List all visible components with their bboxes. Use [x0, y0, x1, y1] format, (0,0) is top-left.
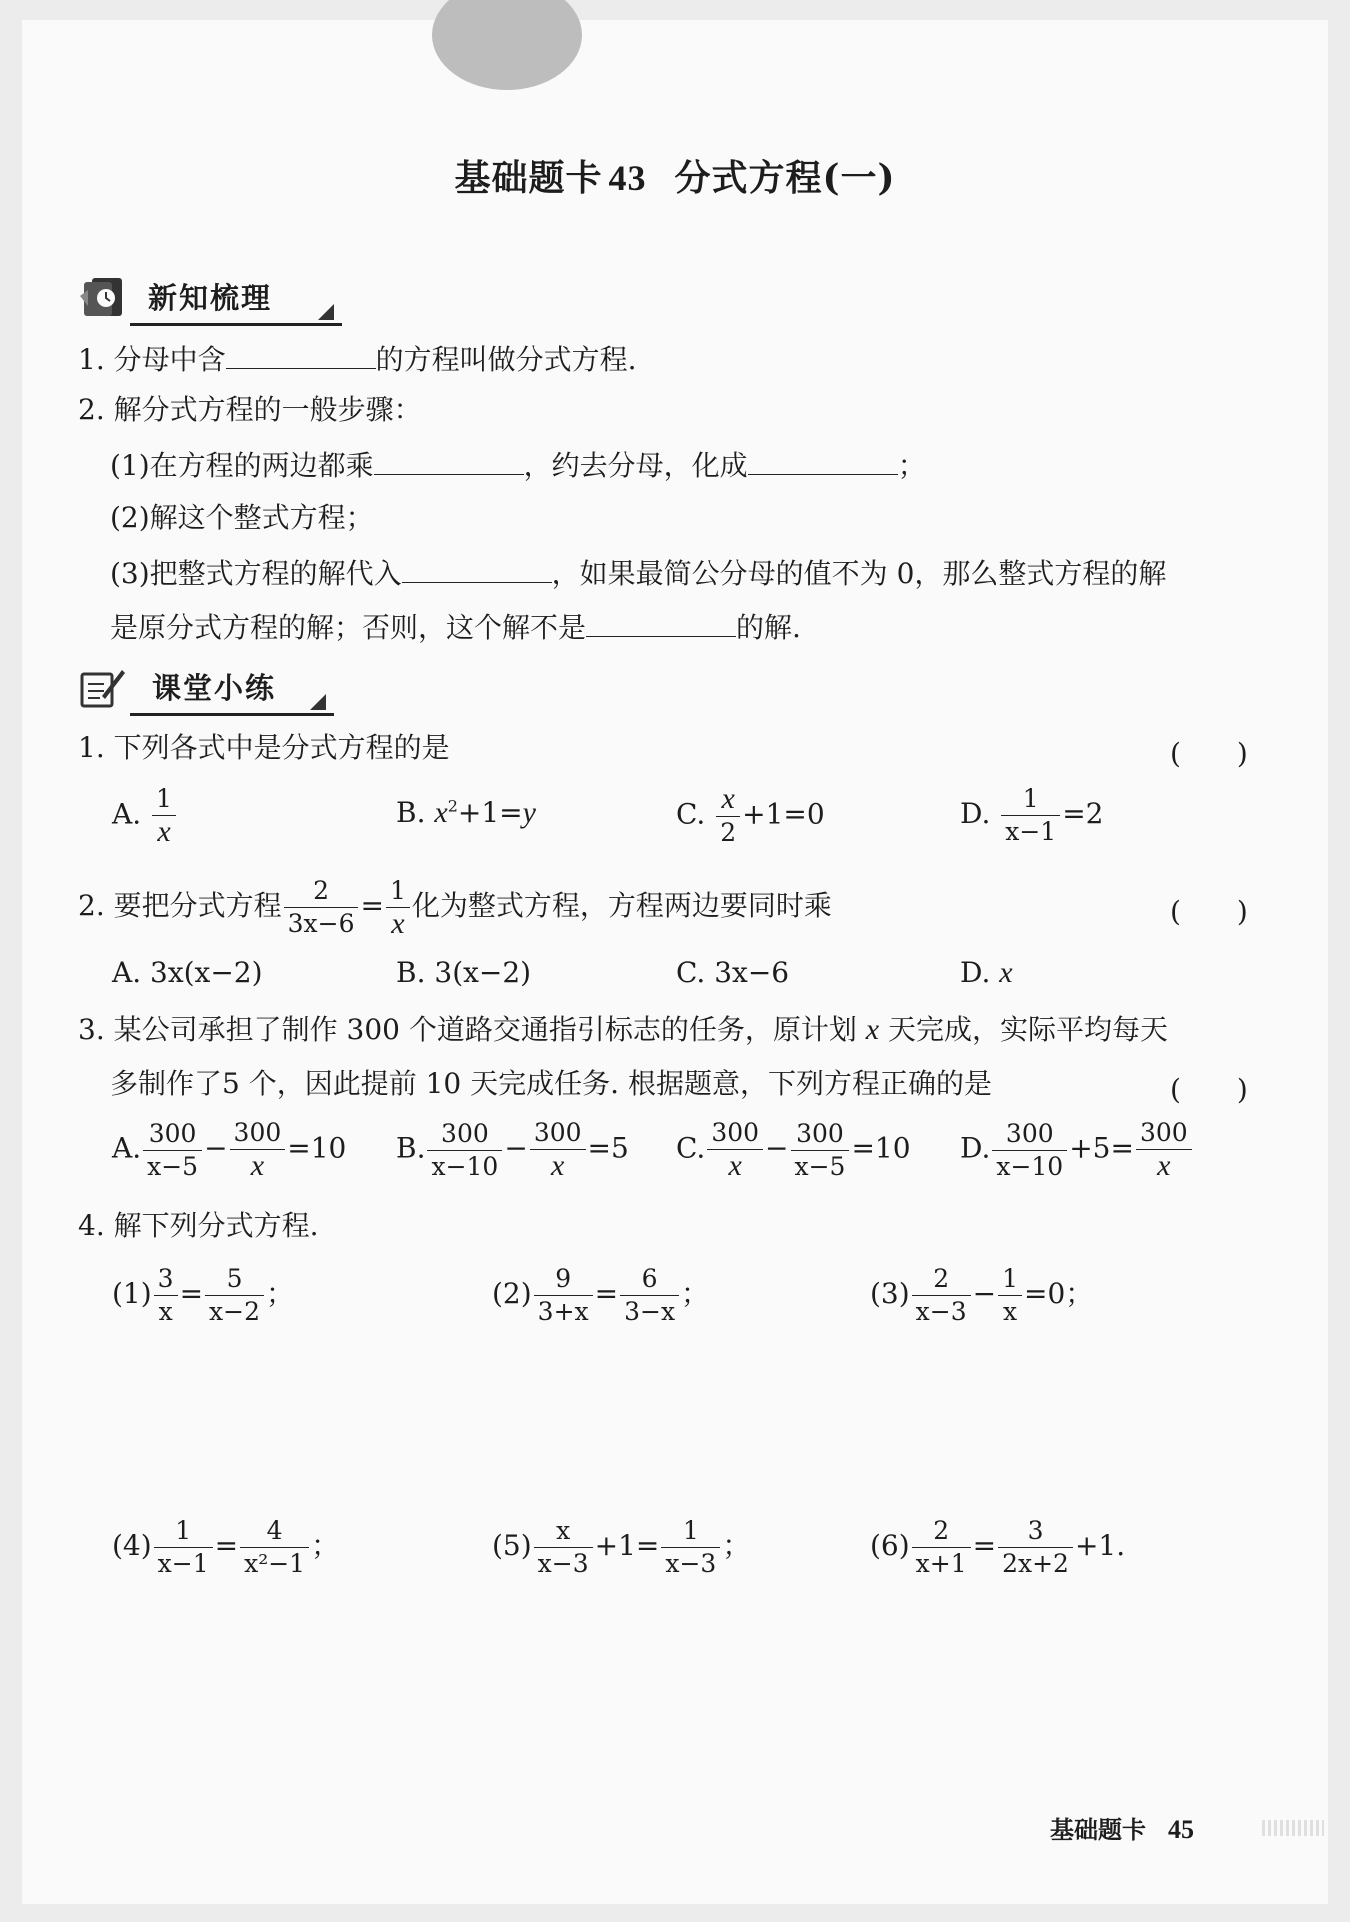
question-1-stem: 1. 下列各式中是分式方程的是 [78, 731, 450, 764]
answer-paren: ( ) [1170, 895, 1248, 928]
section-triangle-mark [318, 304, 334, 320]
section-label: 课堂小练 [152, 671, 277, 705]
title-subtitle: 分式方程(一) [674, 157, 896, 199]
section-underline [130, 323, 342, 326]
page-footer [1050, 1810, 1194, 1845]
q4-part-3: (3) $\frac{2}{x-3}$ − $\frac{1}{x}$ =0； [870, 1264, 1094, 1326]
question-2-stem: 2. 要把分式方程 $\frac{2}{3x-6}$ = $\frac{1}{x}$ 化为整式方程，方程两边要同时乘 [78, 875, 832, 940]
q4-part-2: (2) $\frac{9}{3+x}$ = $\frac{6}{3-x}$ ； [492, 1264, 710, 1326]
q4-part-4: (4) $\frac{1}{x-1}$ = $\frac{4}{\text{x²−1}}$ ； [112, 1516, 340, 1578]
book-clock-icon [78, 276, 126, 320]
knowledge-line-3: (1)在方程的两边都乘 ，约去分母，化成 ； [110, 444, 926, 486]
knowledge-line-5: (3)把整式方程的解代入 ，如果最简公分母的值不为 0，那么整式方程的解 [110, 552, 1166, 594]
q2-option-c: C. 3x−6 [676, 956, 790, 989]
page-tab-decoration [432, 0, 582, 90]
notebook-pen-icon [78, 666, 126, 710]
q2-option-b: B. 3(x−2) [396, 956, 532, 989]
q1-option-b: B. $x^2+1=y$ [396, 796, 536, 829]
page-number: 45 [1168, 1815, 1194, 1844]
answer-paren: ( ) [1170, 737, 1248, 770]
question-3-line-2: 多制作了5 个，因此提前 10 天完成任务. 根据题意，下列方程正确的是 [110, 1067, 992, 1100]
page-title [0, 150, 1350, 201]
title-number: 43 [608, 158, 647, 198]
q4-part-6: (6) $\frac{2}{x+1}$ = $\frac{3}{2x+2}$ +1. [870, 1516, 1126, 1578]
section-triangle-mark [310, 694, 326, 710]
q3-option-d: D. $\frac{300}{x-10}$ +5= $\frac{300}{x}$ [960, 1118, 1194, 1182]
q3-option-a: A. $\frac{300}{x-5}$ − $\frac{300}{x}$ =10 [112, 1118, 347, 1182]
knowledge-line-4: (2)解这个整式方程； [110, 501, 374, 534]
q4-part-1: (1) $\frac{3}{x}$ = $\frac{5}{x-2}$ ； [112, 1264, 295, 1326]
section-underline [130, 713, 334, 716]
fill-blank [402, 552, 552, 583]
question-4-stem: 4. 解下列分式方程. [78, 1209, 319, 1242]
section-label: 新知梳理 [148, 281, 273, 315]
footer-label: 基础题卡 [1050, 1816, 1146, 1844]
fill-blank [748, 444, 898, 475]
fill-blank [226, 338, 376, 369]
title-text: 基础题卡 [454, 157, 603, 199]
section-header-practice [78, 660, 338, 716]
section-header-knowledge [78, 270, 348, 326]
footer-dot-pattern [1262, 1820, 1324, 1836]
knowledge-line-1: 1. 分母中含 的方程叫做分式方程. [78, 338, 637, 380]
knowledge-line-6: 是原分式方程的解；否则，这个解不是 的解. [110, 606, 801, 648]
fill-blank [374, 444, 524, 475]
q3-option-b: B. $\frac{300}{x-10}$ − $\frac{300}{x}$ =5 [396, 1118, 629, 1182]
q1-option-c: C. $\frac{x}{2}$ +1=0 [676, 782, 825, 847]
q2-option-d: D. x [960, 956, 1013, 989]
q3-option-c: C. $\frac{300}{x}$ − $\frac{300}{x-5}$ =10 [676, 1118, 911, 1182]
q2-option-a: A. 3x(x−2) [112, 956, 263, 989]
q4-part-5: (5) $\frac{x}{x-3}$ +1= $\frac{1}{x-3}$ ； [492, 1516, 751, 1578]
question-3-line-1: 3. 某公司承担了制作 300 个道路交通指引标志的任务，原计划 x 天完成，实际平均每天 [78, 1013, 1169, 1046]
fill-blank [586, 606, 736, 637]
q1-option-a: A. $\frac{1}{x}$ [112, 784, 178, 848]
q1-option-d: D. $\frac{1}{x-1}$ =2 [960, 784, 1104, 846]
answer-paren: ( ) [1170, 1073, 1248, 1106]
knowledge-line-2: 2. 解分式方程的一般步骤： [78, 393, 422, 426]
